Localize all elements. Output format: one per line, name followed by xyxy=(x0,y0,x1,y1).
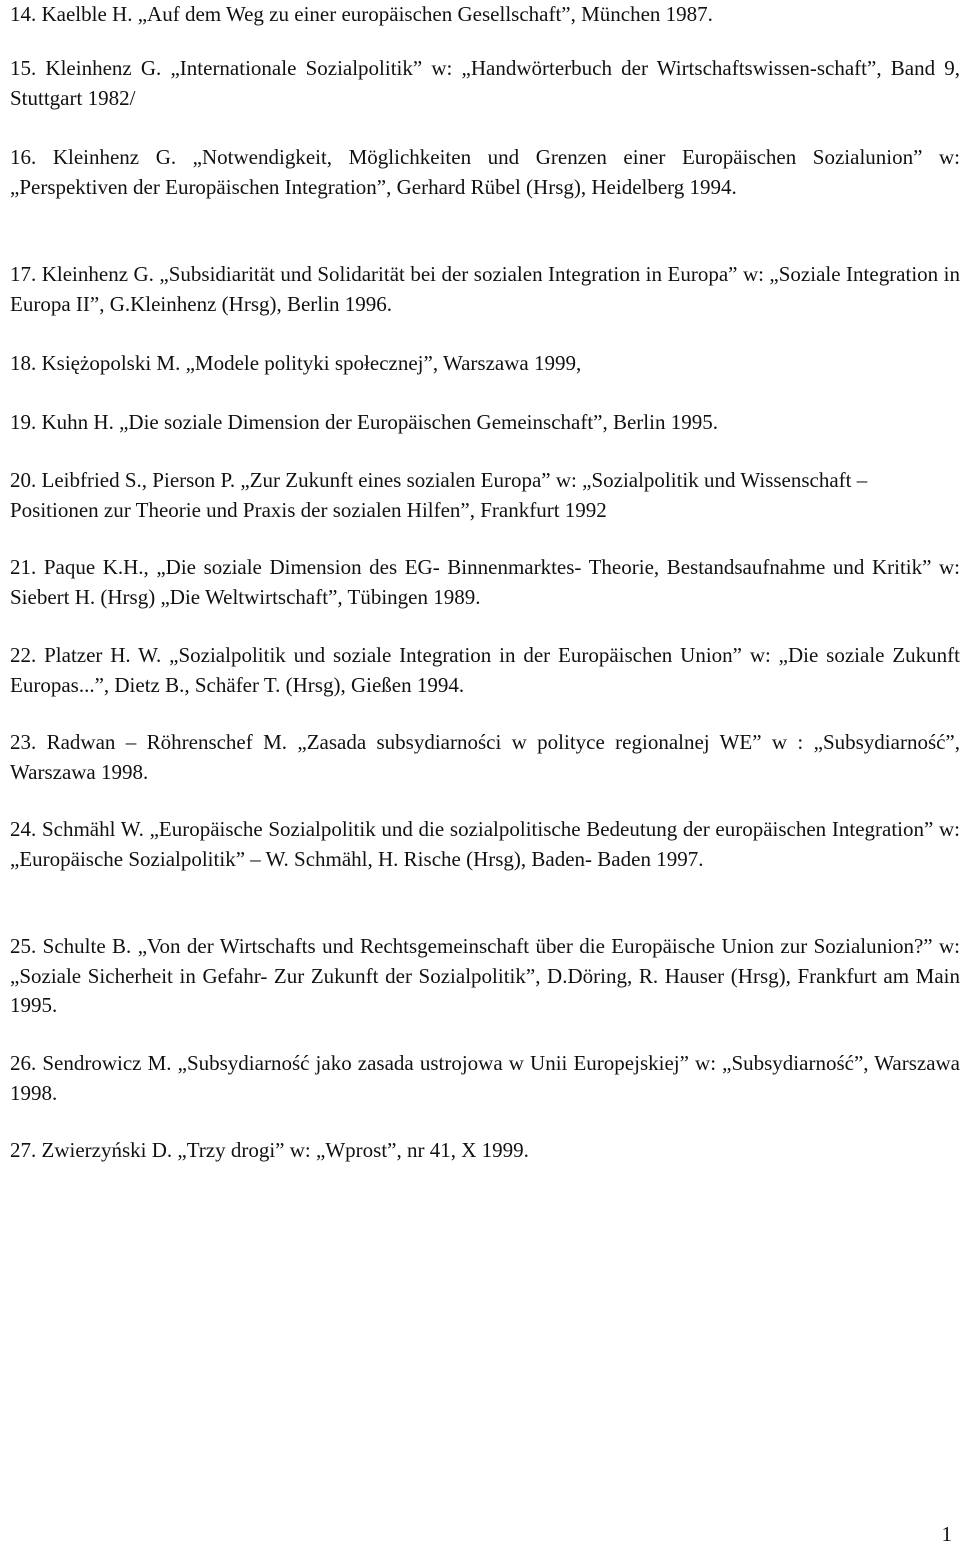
reference-item-24 xyxy=(10,815,960,874)
reference-number: 16. xyxy=(10,145,37,169)
page-number: 1 xyxy=(941,1522,952,1546)
reference-text: Paque K.H., „Die soziale Dimension des EG- Binnenmarktes- Theorie, Bestandsaufnahme und Kritik” w: Siebert H. (Hrsg) „Die Weltwirtschaft”, Tübingen 1989. xyxy=(10,555,960,609)
reference-number: 22. xyxy=(10,643,37,667)
reference-item-14 xyxy=(10,0,960,30)
reference-item-15 xyxy=(10,54,960,113)
reference-item-21 xyxy=(10,553,960,612)
reference-text: Kaelble H. „Auf dem Weg zu einer europäischen Gesellschaft”, München 1987. xyxy=(41,2,713,26)
reference-item-23 xyxy=(10,728,960,787)
reference-item-26 xyxy=(10,1049,960,1108)
reference-item-22 xyxy=(10,641,960,700)
reference-number: 18. xyxy=(10,351,37,375)
reference-text: Schulte B. „Von der Wirtschafts und Rechtsgemeinschaft über die Europäische Union zur Sozialunion?” w: „Soziale Sicherheit in Gefahr- Zur Zukunft der Sozialpolitik”, D.Döring, R. Hauser (Hrsg), Frankfurt am Main 1995. xyxy=(10,934,960,1017)
reference-text: Schmähl W. „Europäische Sozialpolitik und die sozialpolitische Bedeutung der europäischen Integration” w: „Europäische Sozialpolitik” – W. Schmähl, H. Rische (Hrsg), Baden- Baden 1997. xyxy=(10,817,960,871)
reference-number: 23. xyxy=(10,730,37,754)
reference-text: Leibfried S., Pierson P. „Zur Zukunft eines sozialen Europa” w: „Sozialpolitik und Wissenschaft – Positionen zur Theorie und Praxis der sozialen Hilfen”, Frankfurt 1992 xyxy=(10,468,868,522)
reference-number: 26. xyxy=(10,1051,37,1075)
reference-item-25 xyxy=(10,932,960,1021)
reference-number: 21. xyxy=(10,555,37,579)
reference-number: 24. xyxy=(10,817,37,841)
reference-number: 25. xyxy=(10,934,37,958)
reference-item-19 xyxy=(10,408,960,438)
reference-number: 19. xyxy=(10,410,37,434)
reference-text: Kleinhenz G. „Internationale Sozialpolitik” w: „Handwörterbuch der Wirtschaftswissen-schaft”, Band 9, Stuttgart 1982/ xyxy=(10,56,960,110)
reference-item-17 xyxy=(10,260,960,319)
reference-text: Zwierzyński D. „Trzy drogi” w: „Wprost”, nr 41, X 1999. xyxy=(41,1138,529,1162)
reference-item-16 xyxy=(10,143,960,202)
reference-item-27 xyxy=(10,1136,960,1166)
reference-text: Księżopolski M. „Modele polityki społecznej”, Warszawa 1999, xyxy=(41,351,582,375)
reference-text: Kleinhenz G. „Subsidiarität und Solidarität bei der sozialen Integration in Europa” w: „Soziale Integration in Europa II”, G.Kleinhenz (Hrsg), Berlin 1996. xyxy=(10,262,960,316)
reference-number: 27. xyxy=(10,1138,37,1162)
reference-number: 14. xyxy=(10,2,37,26)
reference-item-20 xyxy=(10,466,960,525)
reference-number: 17. xyxy=(10,262,37,286)
reference-item-18 xyxy=(10,349,960,379)
reference-text: Sendrowicz M. „Subsydiarność jako zasada ustrojowa w Unii Europejskiej” w: „Subsydiarność”, Warszawa 1998. xyxy=(10,1051,960,1105)
reference-text: Radwan – Röhrenschef M. „Zasada subsydiarności w polityce regionalnej WE” w : „Subsydiarność”, Warszawa 1998. xyxy=(10,730,960,784)
reference-number: 15. xyxy=(10,56,37,80)
reference-text: Kleinhenz G. „Notwendigkeit, Möglichkeiten und Grenzen einer Europäischen Sozialunion” w: „Perspektiven der Europäischen Integration”, Gerhard Rübel (Hrsg), Heidelberg 1994. xyxy=(10,145,960,199)
reference-number: 20. xyxy=(10,468,37,492)
reference-text: Platzer H. W. „Sozialpolitik und soziale Integration in der Europäischen Union” w: „Die soziale Zukunft Europas...”, Dietz B., Schäfer T. (Hrsg), Gießen 1994. xyxy=(10,643,960,697)
reference-text: Kuhn H. „Die soziale Dimension der Europäischen Gemeinschaft”, Berlin 1995. xyxy=(41,410,718,434)
